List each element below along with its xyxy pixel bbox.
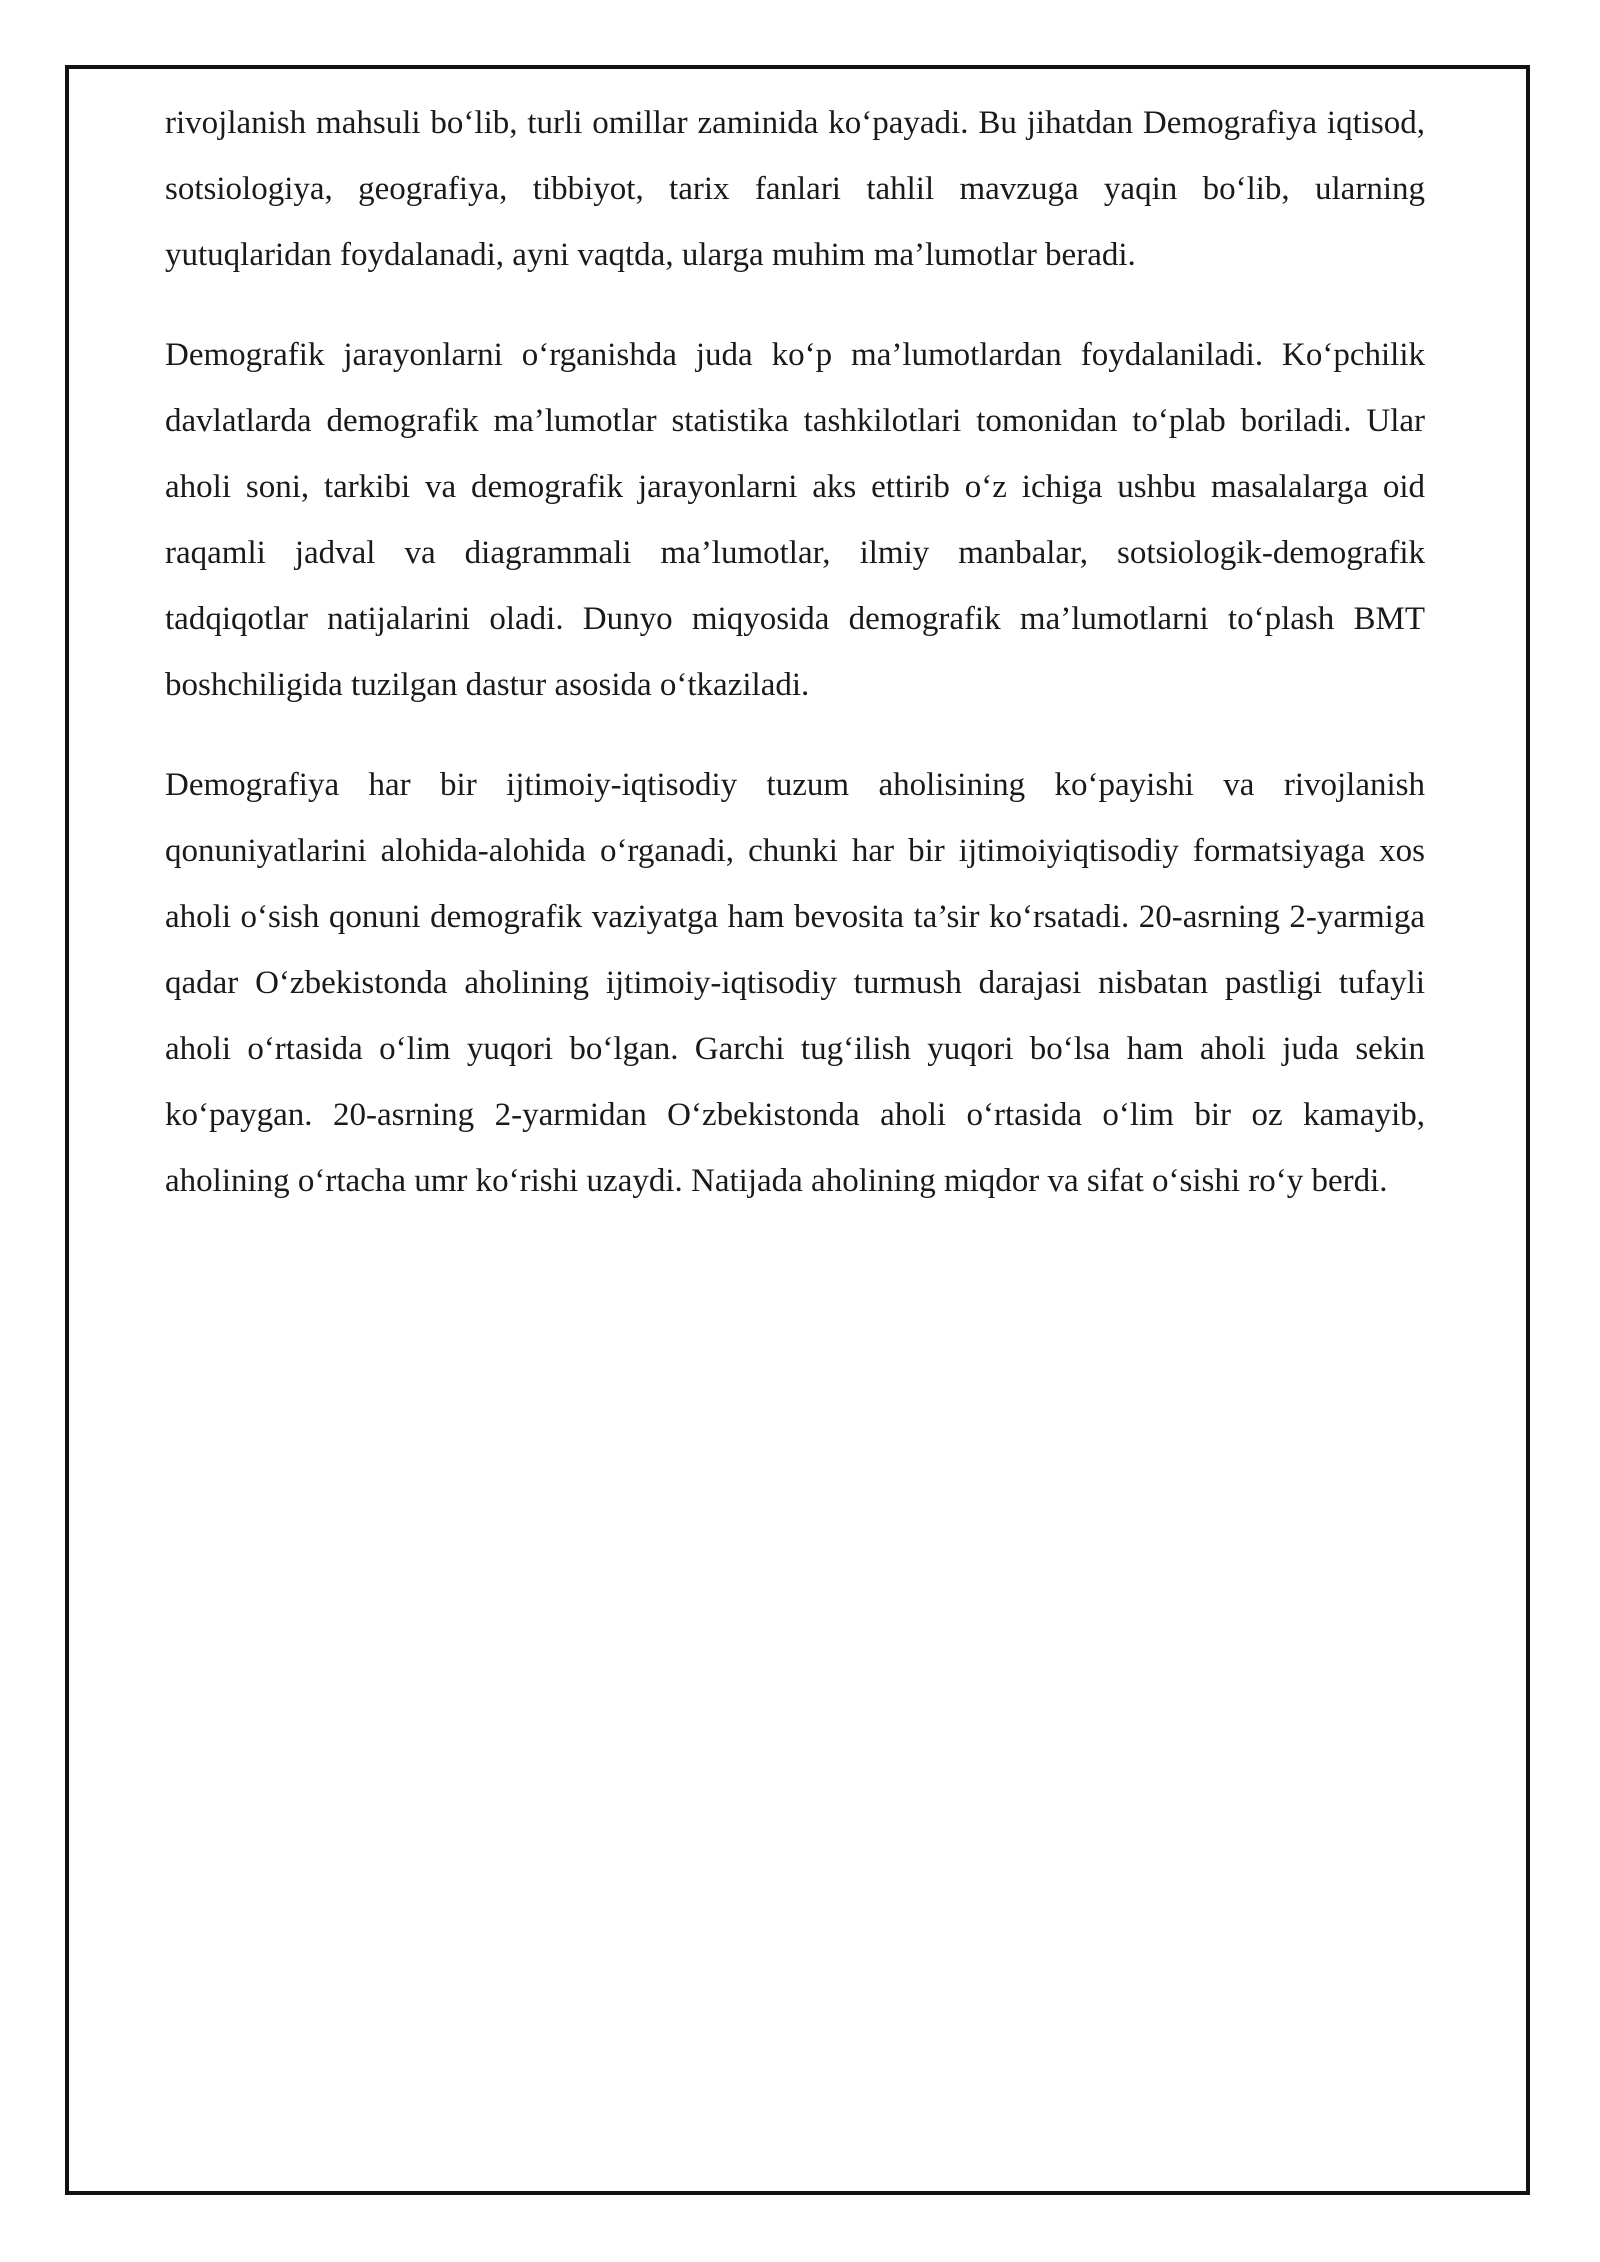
document-body [165,90,1425,1248]
paragraph-2: Demografik jarayonlarni o‘rganishda juda ko‘p ma’lumotlardan foydalaniladi. Ko‘pchilik davlatlarda demografik ma’lumotlar statistika tashkilotlari tomonidan to‘plab boriladi. Ular aholi soni, tarkibi va demografik jarayonlarni aks ettirib o‘z ichiga ushbu masalalarga oid raqamli jadval va diagrammali ma’lumotlar, ilmiy manbalar, sotsiologik-demografik tadqiqotlar natijalarini oladi. Dunyo miqyosida demografik ma’lumotlarni to‘plash BMT boshchiligida tuzilgan dastur asosida o‘tkaziladi. [165,337,1425,703]
paragraph-1: rivojlanish mahsuli bo‘lib, turli omillar zaminida ko‘payadi. Bu jihatdan Demografiya iqtisod, sotsiologiya, geografiya, tibbiyot, tarix fanlari tahlil mavzuga yaqin bo‘lib, ularning yutuqlaridan foydalanadi, ayni vaqtda, ularga muhim ma’lumotlar beradi. [165,105,1425,273]
paragraph-3: Demografiya har bir ijtimoiy-iqtisodiy tuzum aholisining ko‘payishi va rivojlanish qonuniyatlarini alohida-alohida o‘rganadi, chunki har bir ijtimoiyiqtisodiy formatsiyaga xos aholi o‘sish qonuni demografik vaziyatga ham bevosita ta’sir ko‘rsatadi. 20-asrning 2-yarmiga qadar O‘zbekistonda aholining ijtimoiy-iqtisodiy turmush darajasi nisbatan pastligi tufayli aholi o‘rtasida o‘lim yuqori bo‘lgan. Garchi tug‘ilish yuqori bo‘lsa ham aholi juda sekin ko‘paygan. 20-asrning 2-yarmidan O‘zbekistonda aholi o‘rtasida o‘lim bir oz kamayib, aholining o‘rtacha umr ko‘rishi uzaydi. Natijada aholining miqdor va sifat o‘sishi ro‘y berdi. [165,767,1425,1199]
